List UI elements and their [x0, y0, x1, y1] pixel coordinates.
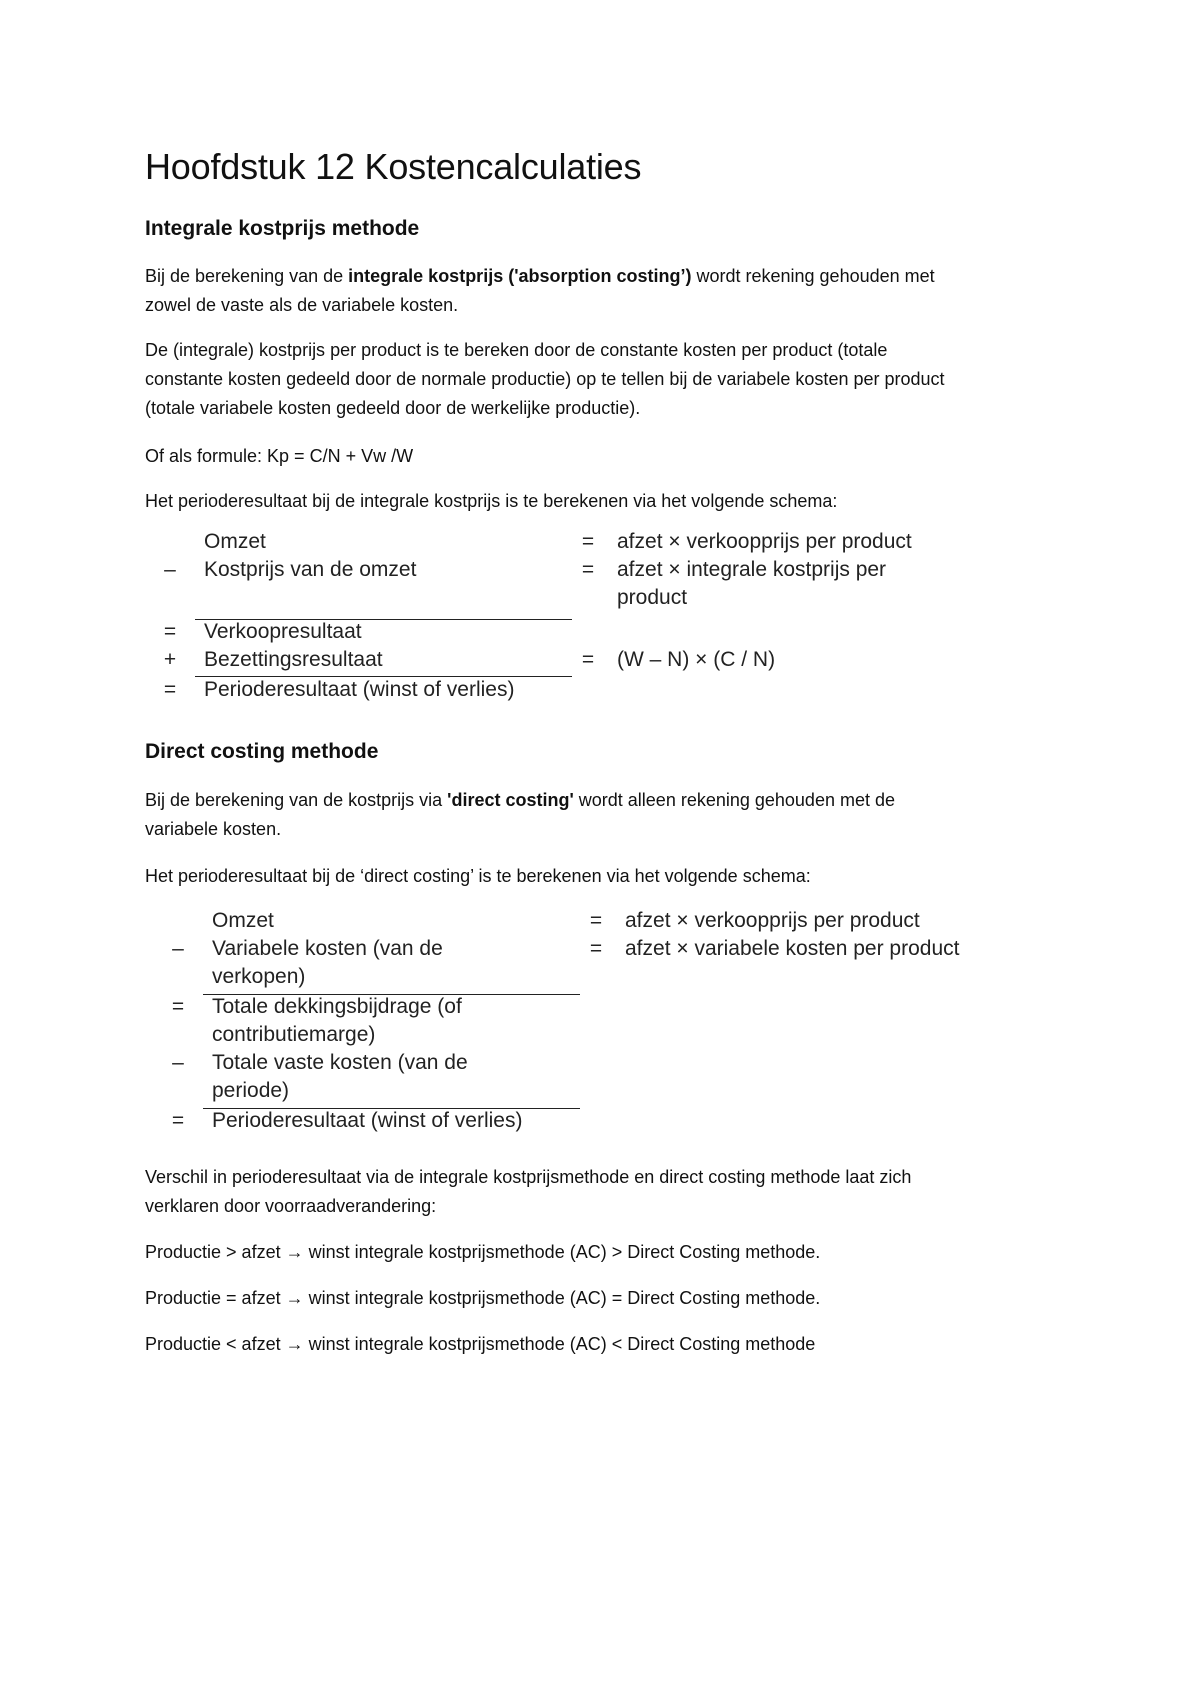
schema-integrale — [160, 530, 960, 710]
schema-label: Bezettingsresultaat — [204, 648, 383, 671]
sum-line — [195, 676, 572, 677]
text: zowel de vaste als de variabele kosten. — [145, 295, 459, 315]
schema-label: Totale vaste kosten (van de — [212, 1051, 468, 1074]
schema-label: contributiemarge) — [212, 1023, 376, 1046]
comparison-greater: Productie > afzet → winst integrale kostprijsmethode (AC) > Direct Costing methode. — [145, 1242, 821, 1262]
text: De (integrale) kostprijs per product is te bereken door de constante kosten per product (totale — [145, 340, 888, 360]
operator: – — [172, 1051, 184, 1074]
paragraph-integrale-intro — [145, 262, 1075, 320]
operator: = — [163, 620, 177, 643]
comparison-less: Productie < afzet → winst integrale kostprijsmethode (AC) < Direct Costing methode — [145, 1334, 816, 1354]
schema-label: Kostprijs van de omzet — [204, 558, 417, 581]
operator: – — [164, 558, 176, 581]
text: wordt alleen rekening gehouden met de — [573, 790, 895, 810]
equals-sign: = — [581, 530, 595, 553]
schema1-intro: Het perioderesultaat bij de integrale kostprijs is te berekenen via het volgende schema: — [145, 491, 838, 511]
schema-label: periode) — [212, 1079, 290, 1102]
equals-sign: = — [589, 937, 603, 960]
schema-label: Variabele kosten (van de — [212, 937, 443, 960]
paragraph-direct-costing-intro — [145, 786, 1075, 844]
text: verklaren door voorraadverandering: — [145, 1196, 437, 1216]
formula-line: Of als formule: Kp = C/N + Vw /W — [145, 446, 414, 466]
paragraph-integrale-explanation — [145, 336, 1075, 423]
operator: = — [171, 995, 185, 1018]
equals-sign: = — [581, 558, 595, 581]
text: constante kosten gedeeld door de normale productie) op te tellen bij de variabele kosten per product — [145, 369, 945, 389]
schema-label: Perioderesultaat (winst of verlies) — [212, 1109, 523, 1132]
schema-formula: afzet × verkoopprijs per product — [617, 530, 912, 553]
schema-formula: (W – N) × (C / N) — [617, 648, 776, 671]
page-title: Hoofdstuk 12 Kostencalculaties — [145, 146, 642, 187]
text: wordt rekening gehouden met — [691, 266, 935, 286]
text: (totale variabele kosten gedeeld door de werkelijke productie). — [145, 398, 641, 418]
schema-label: Verkoopresultaat — [204, 620, 362, 643]
schema-label: Omzet — [212, 909, 274, 932]
schema-formula: afzet × integrale kostprijs per — [617, 558, 887, 581]
schema-label: Omzet — [204, 530, 266, 553]
schema-formula: afzet × variabele kosten per product — [625, 937, 960, 960]
bold-term: 'direct costing' — [447, 790, 574, 810]
schema2-intro: Het perioderesultaat bij de ‘direct costing’ is te berekenen via het volgende schema: — [145, 866, 811, 886]
paragraph-verschil — [145, 1163, 1075, 1221]
section-heading-direct-costing: Direct costing methode — [145, 740, 379, 763]
section-heading-integrale: Integrale kostprijs methode — [145, 217, 420, 240]
schema-direct-costing — [168, 909, 1018, 1139]
text: variabele kosten. — [145, 819, 282, 839]
comparison-equal: Productie = afzet → winst integrale kostprijsmethode (AC) = Direct Costing methode. — [145, 1288, 821, 1308]
operator: + — [163, 648, 177, 671]
equals-sign: = — [589, 909, 603, 932]
bold-term: integrale kostprijs ('absorption costing’) — [348, 266, 692, 286]
operator: = — [163, 678, 177, 701]
schema-label: Totale dekkingsbijdrage (of — [212, 995, 462, 1018]
schema-formula: product — [617, 586, 688, 609]
schema-formula: afzet × verkoopprijs per product — [625, 909, 920, 932]
operator: = — [171, 1109, 185, 1132]
schema-label: verkopen) — [212, 965, 306, 988]
equals-sign: = — [581, 648, 595, 671]
text: Verschil in perioderesultaat via de integrale kostprijsmethode en direct costing methode laat zich — [145, 1167, 912, 1187]
text: Bij de berekening van de kostprijs via — [145, 790, 448, 810]
schema-label: Perioderesultaat (winst of verlies) — [204, 678, 515, 701]
operator: – — [172, 937, 184, 960]
text: Bij de berekening van de — [145, 266, 349, 286]
